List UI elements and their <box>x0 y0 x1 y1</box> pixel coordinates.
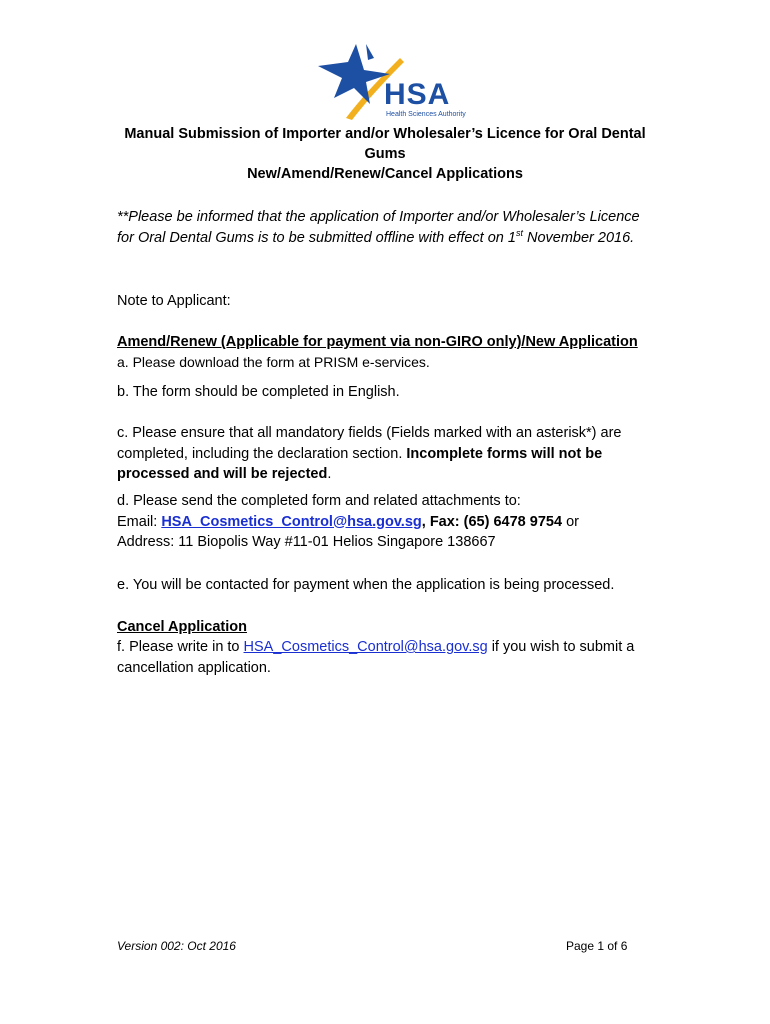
title-line-2: Gums <box>364 146 406 162</box>
item-f-pre: f. Please write in to <box>117 639 240 655</box>
hsa-logo <box>308 40 468 126</box>
postal-address: Address: 11 Biopolis Way #11-01 Helios Singapore 138667 <box>117 534 496 550</box>
item-b: b. The form should be completed in English. <box>117 384 400 400</box>
notice-text: **Please be informed that the application of Importer and/or Wholesaler’s Licence for Oral Dental Gums is to be submitted offline with effect on 1 <box>117 209 640 246</box>
fax-number: , Fax: (65) 6478 9754 <box>421 513 563 530</box>
item-c <box>117 423 662 485</box>
notice-date: November 2016. <box>526 229 635 246</box>
offline-notice <box>117 207 657 248</box>
item-a: a. Please download the form at PRISM e-services. <box>117 354 430 370</box>
item-c-text: c. Please ensure that all mandatory fields (Fields marked with an asterisk*) are completed, including the declaration section. <box>117 425 622 462</box>
item-d-contact <box>117 512 662 533</box>
item-f <box>117 637 662 678</box>
item-f-post: if you wish to submit a cancellation application. <box>117 639 635 676</box>
item-c-warning: Incomplete forms will not be processed and will be rejected <box>117 445 603 482</box>
cancel-section-heading: Cancel Application <box>117 619 247 635</box>
item-c-period: . <box>327 466 332 482</box>
cancel-email-link[interactable]: HSA_Cosmetics_Control@hsa.gov.sg <box>243 639 488 655</box>
note-label: Note to Applicant: <box>117 293 231 309</box>
title-line-1: Manual Submission of Importer and/or Wholesaler’s Licence for Oral Dental <box>124 126 646 142</box>
logo-subtitle: Health Sciences Authority <box>386 111 466 118</box>
or-text: or <box>566 513 579 530</box>
email-link[interactable]: HSA_Cosmetics_Control@hsa.gov.sg <box>161 513 422 530</box>
item-d-intro: d. Please send the completed form and related attachments to: <box>117 493 521 509</box>
page-title <box>0 124 770 184</box>
item-d <box>117 491 662 553</box>
amend-section-heading: Amend/Renew (Applicable for payment via non-GIRO only)/New Application <box>117 334 638 350</box>
version-label: Version 002: Oct 2016 <box>117 939 236 953</box>
page-number: Page 1 of 6 <box>566 939 628 953</box>
logo-text: HSA <box>384 78 451 111</box>
item-e: e. You will be contacted for payment when the application is being processed. <box>117 577 615 593</box>
notice-superscript: st <box>515 227 523 238</box>
email-label: Email: <box>117 513 158 530</box>
title-line-3: New/Amend/Renew/Cancel Applications <box>247 166 523 182</box>
